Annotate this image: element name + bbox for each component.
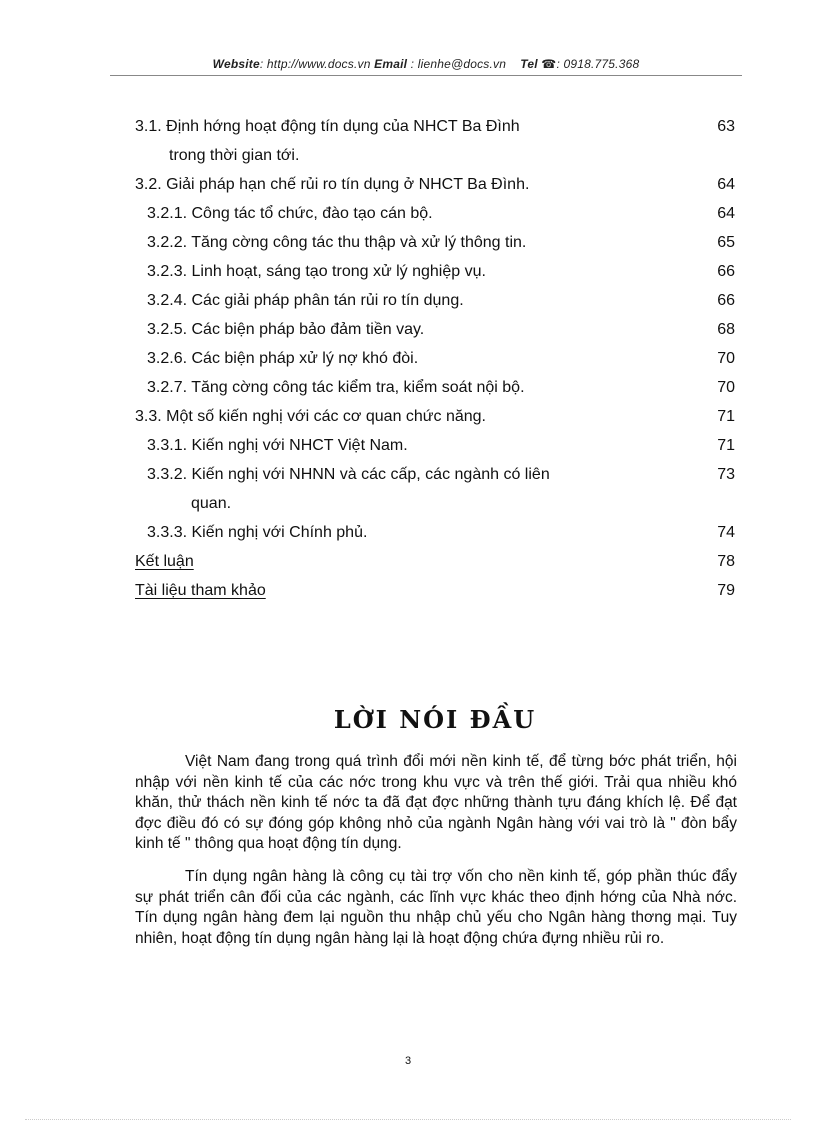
toc-entry[interactable] xyxy=(135,199,735,228)
toc-title-continued: trong thời gian tới. xyxy=(169,147,300,164)
section-title: LỜI NÓI ĐẦU xyxy=(333,705,537,734)
tel-label: Tel xyxy=(520,57,538,71)
website-value: : http://www.docs.vn xyxy=(259,57,371,71)
toc-entry[interactable] xyxy=(135,373,735,402)
toc-number: 3.3.3. xyxy=(147,524,188,541)
toc-title: Một số kiến nghị với các cơ quan chức năng. xyxy=(166,408,486,425)
email-label: Email xyxy=(374,57,408,71)
toc-page-number: 70 xyxy=(717,350,735,367)
toc-page-number: 74 xyxy=(717,524,735,541)
toc-entry-conclusion[interactable] xyxy=(135,547,735,576)
toc-entry[interactable] xyxy=(135,315,735,344)
toc-number: 3.2.2. xyxy=(147,234,188,251)
toc-number: 3.3.1. xyxy=(147,437,188,454)
toc-title: Tăng cờng công tác kiểm tra, kiểm soát nội bộ. xyxy=(191,379,525,396)
toc-title: Định hớng hoạt động tín dụng của NHCT Ba Đình xyxy=(166,118,520,135)
toc-entry[interactable] xyxy=(135,170,735,199)
toc-entry[interactable] xyxy=(135,460,735,518)
toc-number: 3.2. xyxy=(135,176,162,193)
toc-number: 3.2.1. xyxy=(147,205,188,222)
email-value: : lienhe@docs.vn xyxy=(407,57,507,71)
phone-icon: ☎ xyxy=(541,57,557,71)
toc-number: 3.2.5. xyxy=(147,321,188,338)
tel-value: : 0918.775.368 xyxy=(556,57,640,71)
toc-entry[interactable] xyxy=(135,431,735,460)
toc-title-continued: quan. xyxy=(191,495,232,512)
toc-page-number: 64 xyxy=(717,176,735,193)
toc-page-number: 71 xyxy=(717,437,735,454)
toc-title: Giải pháp hạn chế rủi ro tín dụng ở NHCT Ba Đình. xyxy=(166,176,530,193)
paragraph: Tín dụng ngân hàng là công cụ tài trợ vốn cho nền kinh tế, góp phần thúc đẩy sự phát triển cân đối của các ngành, các lĩnh vực khác theo định hớng của Nhà nớc. Tín dụng ngân hàng đem lại nguồn thu nhập chủ yếu cho Ngân hàng thơng mại. Tuy nhiên, hoạt động tín dụng ngân hàng lại là hoạt động chứa đựng nhiều rủi ro. xyxy=(135,867,737,947)
toc-number: 3.2.6. xyxy=(147,350,188,367)
toc-entry[interactable] xyxy=(135,257,735,286)
toc-number: 3.3.2. xyxy=(147,466,188,483)
toc-title: Các biện pháp bảo đảm tiền vay. xyxy=(191,321,425,338)
website-label: Website xyxy=(212,57,260,71)
toc-page-number: 78 xyxy=(717,553,735,570)
toc-entry[interactable] xyxy=(135,402,735,431)
toc-page-number: 73 xyxy=(717,466,735,483)
toc-entry[interactable] xyxy=(135,112,735,170)
toc-number: 3.2.7. xyxy=(147,379,188,396)
toc-page-number: 71 xyxy=(717,408,735,425)
toc-page-number: 63 xyxy=(717,118,735,135)
toc-title: Linh hoạt, sáng tạo trong xử lý nghiệp vụ. xyxy=(191,263,486,280)
toc-number: 3.3. xyxy=(135,408,162,425)
footer-divider xyxy=(25,1119,791,1120)
header-divider xyxy=(110,75,742,76)
table-of-contents xyxy=(135,112,735,605)
toc-title: Tăng cờng công tác thu thập và xử lý thông tin. xyxy=(191,234,527,251)
toc-entry[interactable] xyxy=(135,228,735,257)
toc-page-number: 66 xyxy=(717,292,735,309)
toc-page-number: 68 xyxy=(717,321,735,338)
toc-link-conclusion[interactable]: Kết luận xyxy=(135,553,194,570)
paragraph: Việt Nam đang trong quá trình đổi mới nền kinh tế, để từng bớc phát triển, hội nhập với nền kinh tế của các nớc trong khu vực và trên thế giới. Trải qua nhiều khó khăn, thử thách nền kinh tế nớc ta đã đạt đợc những thành tựu đáng khích lệ. Để đạt đợc điều đó có sự đóng góp không nhỏ của ngành Ngân hàng với vai trò là " đòn bẩy kinh tế " thông qua hoạt động tín dụng. xyxy=(135,753,737,853)
page-header xyxy=(110,57,742,71)
toc-title: Các biện pháp xử lý nợ khó đòi. xyxy=(191,350,419,367)
toc-link-references[interactable]: Tài liệu tham khảo xyxy=(135,582,266,599)
toc-page-number: 79 xyxy=(717,582,735,599)
toc-page-number: 66 xyxy=(717,263,735,280)
body-text xyxy=(135,752,737,961)
toc-entry-references[interactable] xyxy=(135,576,735,605)
toc-page-number: 70 xyxy=(717,379,735,396)
toc-entry[interactable] xyxy=(135,286,735,315)
toc-title: Các giải pháp phân tán rủi ro tín dụng. xyxy=(191,292,464,309)
toc-page-number: 64 xyxy=(717,205,735,222)
toc-entry[interactable] xyxy=(135,518,735,547)
toc-title: Công tác tổ chức, đào tạo cán bộ. xyxy=(191,205,433,222)
toc-entry[interactable] xyxy=(135,344,735,373)
toc-number: 3.2.4. xyxy=(147,292,188,309)
page-number: 3 xyxy=(404,1055,412,1067)
toc-title: Kiến nghị với NHNN và các cấp, các ngành có liên xyxy=(191,466,550,483)
toc-title: Kiến nghị với Chính phủ. xyxy=(191,524,368,541)
toc-title: Kiến nghị với NHCT Việt Nam. xyxy=(191,437,408,454)
toc-number: 3.1. xyxy=(135,118,162,135)
toc-page-number: 65 xyxy=(717,234,735,251)
toc-number: 3.2.3. xyxy=(147,263,188,280)
